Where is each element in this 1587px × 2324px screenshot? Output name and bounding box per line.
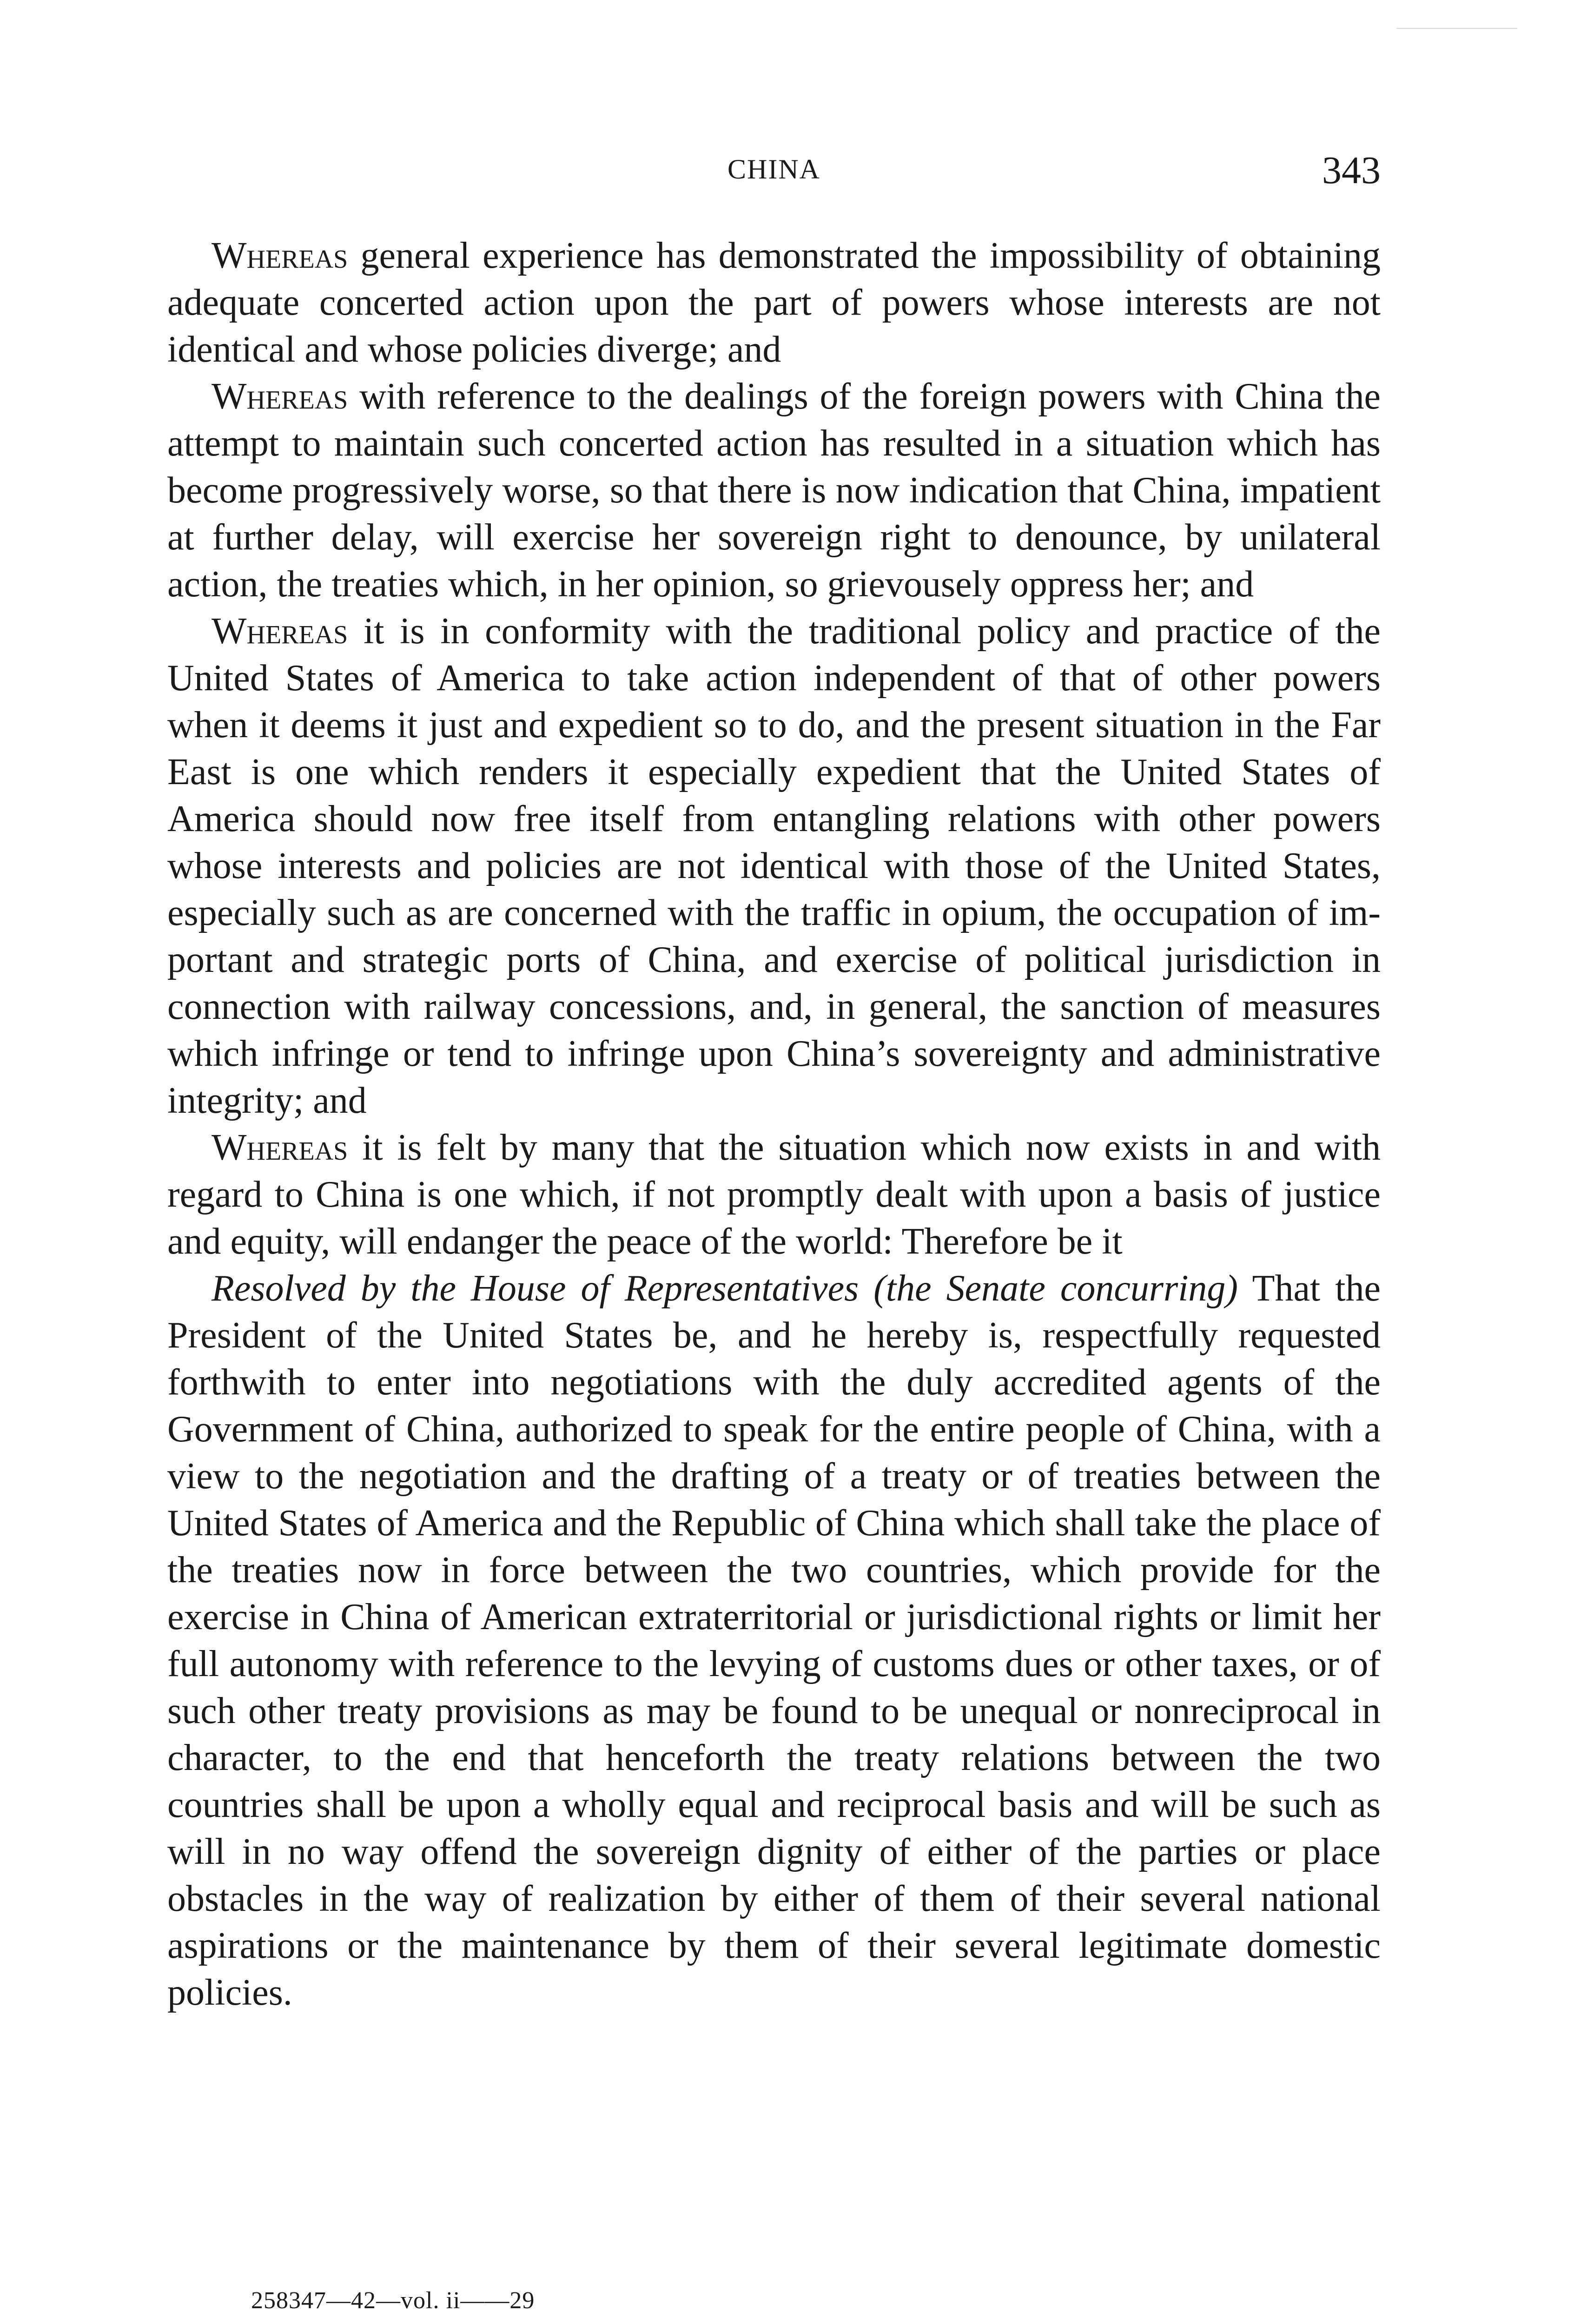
running-head: CHINA [727,154,820,185]
whereas-paragraph-1 [167,232,1381,373]
resolution-paragraph [167,1265,1381,2016]
paragraph-text: general experience has demonstrated the impossibility of obtaining adequate concerted action upon the part of powers whose interests are not identical and whose policies diverge; and [167,235,1381,370]
whereas-lead: Whereas [212,376,348,417]
whereas-paragraph-3 [167,608,1381,1124]
scan-edge-mark [1396,28,1517,29]
whereas-lead: Whereas [212,1127,348,1168]
whereas-paragraph-2 [167,373,1381,608]
whereas-lead: Whereas [212,611,348,652]
paragraph-text: it is felt by many that the situation which now exists in and with regard to China is one which, if not promptly dealt with upon a basis of justice and equity, will endanger the peace of the world: Therefore be it [167,1127,1381,1262]
body-text [167,232,1381,2016]
paragraph-text: it is in conformity with the traditional policy and practice of the United States of America to take action independent of that of other powers when it deems it just and expedient so to do, and the present situation in the Far East is one which renders it especially expedient that the United States of America should now free itself from entangling relations with other powers whose interests and policies are not identical with those of the United States, especially such as are concerned with the traffic in opium, the occupation of important and strategic ports of China, and exercise of political jurisdiction in connection with railway concessions, and, in general, the sanction of measures which infringe or tend to infringe upon China’s sovereignty and administrative integrity; and [167,611,1381,1121]
resolution-text: That the President of the United States be, and he hereby is, respectfully requested forthwith to enter into negotiations with the duly accredited agents of the Government of China, authorized to speak for the entire people of China, with a view to the negotiation and the drafting of a treaty or of treaties between the United States of America and the Republic of China which shall take the place of the treaties now in force between the two countries, which provide for the exercise in China of American extraterritorial or jurisdictional rights or limit her full autonomy with reference to the levying of customs dues or other taxes, or of such other treaty provisions as may be found to be unequal or nonreciprocal in character, to the end that henceforth the treaty relations between the two countries shall be upon a wholly equal and reciprocal basis and will be such as will in no way offend the sovereign dignity of either of the parties or place obstacles in the way of realization by either of them of their several national aspirations or the maintenance by them of their several legitimate domestic policies. [167,1268,1381,2013]
print-code-footer: 258347—42—vol. ii——29 [251,2287,535,2314]
resolution-intro: Resolved by the House of Representatives (the Senate concurring) [212,1268,1238,1309]
whereas-paragraph-4 [167,1124,1381,1265]
page-number: 343 [1322,149,1381,192]
paragraph-text: with reference to the dealings of the foreign powers with China the attempt to maintain such concerted action has resulted in a situation which has become progressively worse, so that there is now indication that China, impatient at further delay, will exercise her sovereign right to denounce, by unilateral action, the treaties which, in her opinion, so grievousely oppress her; and [167,376,1381,605]
whereas-lead: Whereas [212,235,348,276]
page-header [167,149,1381,209]
